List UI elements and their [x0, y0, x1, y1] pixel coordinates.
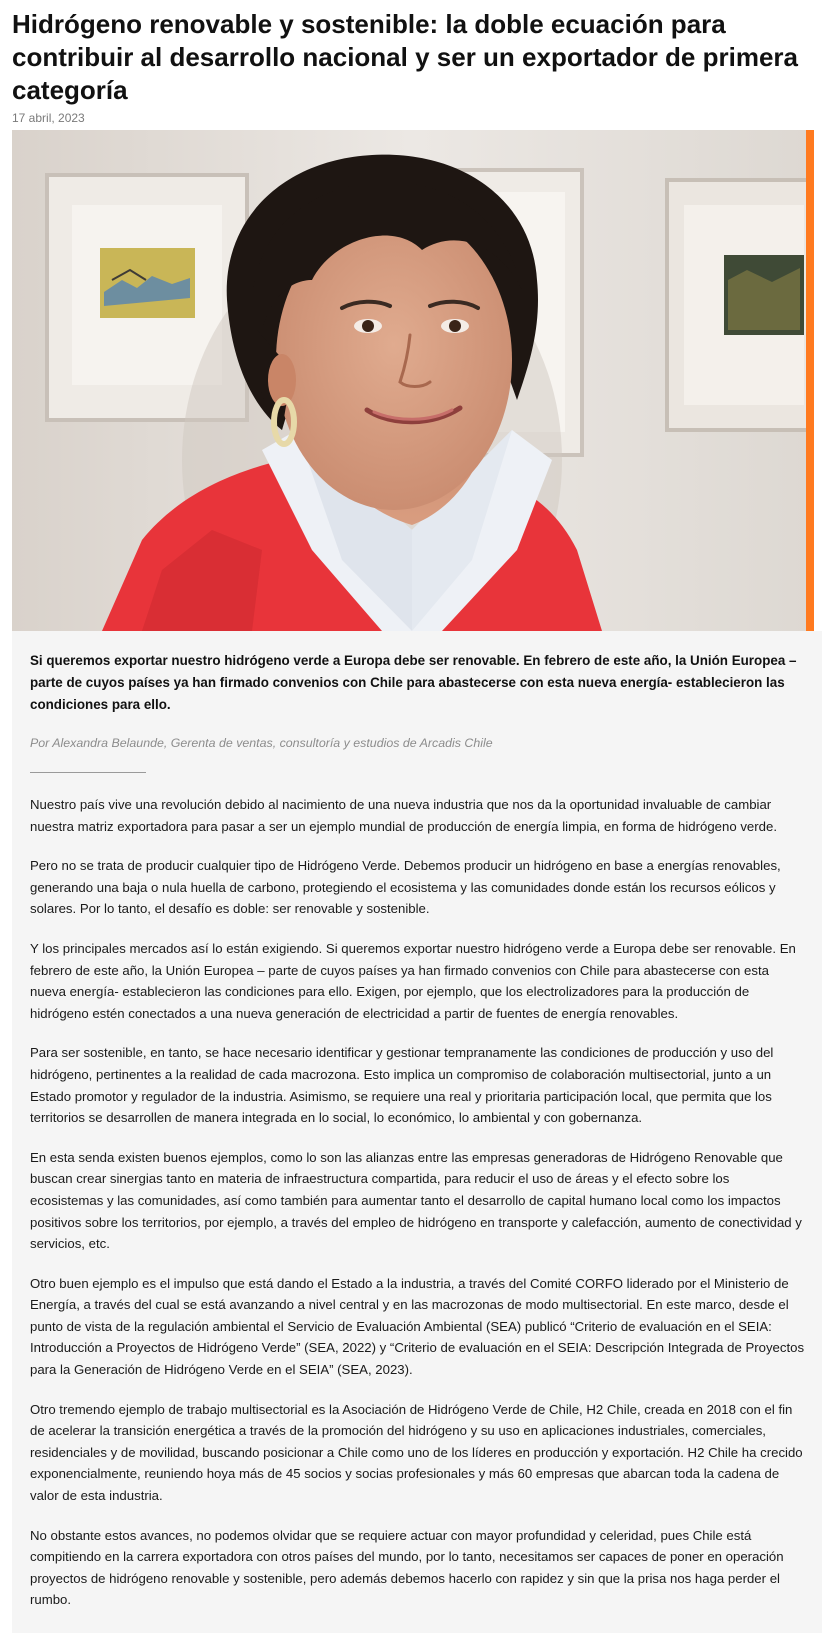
right-artwork-frame: [667, 180, 812, 430]
body-paragraph: Para ser sostenible, en tanto, se hace necesario identificar y gestionar tempranamente las condiciones de producción y uso del hidrógeno, pertinentes a la realidad de cada macrozona. Esto implica un compromiso de colaboración multisectorial, junto a un Estado promotor y regulador de la industria. Asimismo, se requiere una real y prioritaria participación local, que permita que los territorios se desarrollen de manera integrada en lo social, lo económico, lo ambiental y con gobernanza.: [30, 1045, 774, 1126]
body-paragraph: Otro tremendo ejemplo de trabajo multisectorial es la Asociación de Hidrógeno Verde de Chile, H2 Chile, creada en 2018 con el fin de acelerar la transición energética a través de la promoción del hidrógeno y su uso en aplicaciones industriales, comerciales, residenciales y de movilidad, buscando posicionar a Chile como uno de los líderes en producción y exportación. H2 Chile ha crecido exponencialmente, reuniendo hoya más de 45 socios y socias profesionales y más 60 empresas que abarcan toda la cadena de valor de esta industria.: [30, 1401, 803, 1504]
body-paragraph: En esta senda existen buenos ejemplos, como lo son las alianzas entre las empresas generadoras de Hidrógeno Renovable que buscan crear sinergias tanto en materia de infraestructura compartida, para reducir el uso de áreas y el efecto sobre los ecosistemas y las comunidades, así como también para aumentar tanto el desarrollo de capital humano local como los impactos positivos sobre los territorios, por ejemplo, a través del empleo de hidrógeno en transporte y calefacción, aumento de conectividad y servicios, etc.: [30, 1149, 802, 1252]
portrait-photo: [12, 130, 814, 631]
article-lead: Si queremos exportar nuestro hidrógeno verde a Europa debe ser renovable. En febrero de este año, la Unión Europea – parte de cuyos países ya han firmado convenios con Chile para abastecerse con esta nueva energía- establecieron las condiciones para ello.: [30, 653, 797, 712]
article-title: Hidrógeno renovable y sostenible: la doble ecuación para contribuir al desarrollo nacional y ser un exportador de primera categoría: [12, 9, 798, 105]
body-paragraph: No obstante estos avances, no podemos olvidar que se requiere actuar con mayor profundidad y celeridad, pues Chile está compitiendo en la carrera exportadora con otros países del mundo, por lo tanto, necesitamos ser capaces de poner en operación proyectos de hidrógeno renovable y sostenible, pero además debemos hacerlo con rapidez y sin que la prisa nos haga perder el rumbo.: [30, 1527, 784, 1608]
body-paragraph: Nuestro país vive una revolución debido al nacimiento de una nueva industria que nos da la oportunidad invaluable de cambiar nuestra matriz exportadora para pasar a ser un ejemplo mundial de producción de energía limpia, en forma de hidrógeno verde.: [30, 797, 777, 834]
accent-bar: [806, 130, 814, 634]
article-content: [12, 631, 822, 1633]
article-body: [30, 794, 805, 1629]
body-paragraph: Pero no se trata de producir cualquier tipo de Hidrógeno Verde. Debemos producir un hidrógeno en base a energías renovables, generando una baja o nula huella de carbono, protegiendo el ecosistema y las comunidades donde están los recursos eólicos y solares. Por lo tanto, el desafío es doble: ser renovable y sostenible.: [30, 858, 781, 917]
body-paragraph: Otro buen ejemplo es el impulso que está dando el Estado a la industria, a través del Comité CORFO liderado por el Ministerio de Energía, a través del cual se está avanzando a nivel central y en las macrozonas de modo multisectorial. En este marco, desde el punto de vista de la regulación ambiental el Servicio de Evaluación Ambiental (SEA) publicó “Criterio de evaluación en el SEIA: Introducción a Proyectos de Hidrógeno Verde” (SEA, 2022) y “Criterio de evaluación en el SEIA: Descripción Integrada de Proyectos para la Generación de Hidrógeno Verde en el SEIA” (SEA, 2023).: [30, 1275, 805, 1378]
hero-image: [12, 130, 814, 631]
body-paragraph: Y los principales mercados así lo están exigiendo. Si queremos exportar nuestro hidrógeno verde a Europa debe ser renovable. En febrero de este año, la Unión Europea – parte de cuyos países ya han firmado convenios con Chile para abastecerse con esta nueva energía- establecieron las condiciones para ello. Exigen, por ejemplo, que los electrolizadores para la producción de hidrógeno estén conectados a una nueva generación de electricidad a partir de fuentes de energía renovables.: [30, 940, 796, 1021]
author-byline: Por Alexandra Belaunde, Gerenta de ventas, consultoría y estudios de Arcadis Chile: [30, 736, 493, 750]
divider: [30, 772, 146, 773]
publish-date: 17 abril, 2023: [12, 111, 85, 125]
